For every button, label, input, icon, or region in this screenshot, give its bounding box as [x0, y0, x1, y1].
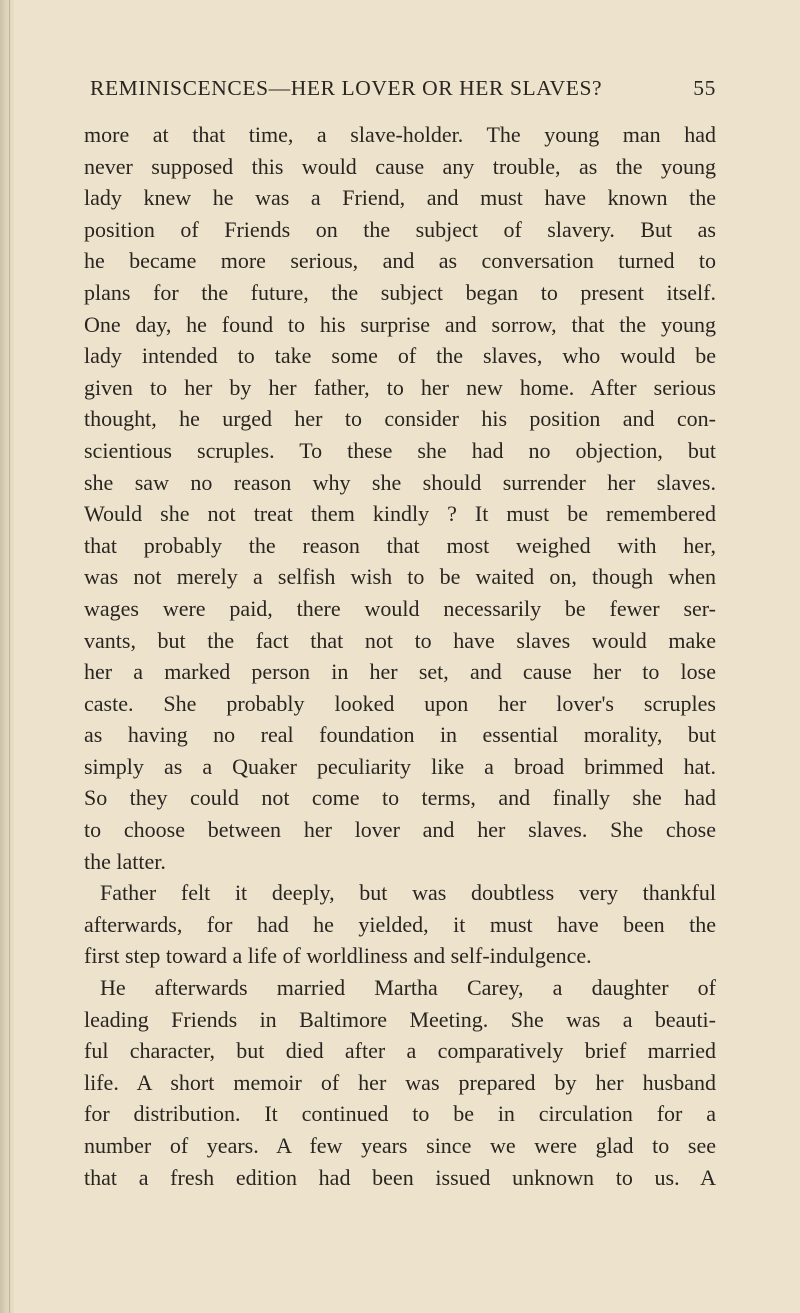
text-line: lady intended to take some of the slaves, who would be — [84, 343, 716, 369]
running-head — [86, 76, 716, 110]
paragraph-3 — [84, 972, 716, 1193]
text-line: ful character, but died after a comparatively brief married — [84, 1038, 716, 1064]
text-line: lady knew he was a Friend, and must have known the — [84, 185, 716, 211]
text-line: he became more serious, and as conversation turned to — [84, 248, 716, 274]
text-line: was not merely a selfish wish to be waited on, though when — [84, 564, 716, 590]
text-line: So they could not come to terms, and finally she had — [84, 785, 716, 811]
text-line: that a fresh edition had been issued unknown to us. A — [84, 1164, 716, 1190]
page-number: 55 — [693, 76, 716, 100]
page-gutter — [0, 0, 14, 1313]
text-line: her a marked person in her set, and cause her to lose — [84, 659, 716, 685]
text-line: simply as a Quaker peculiarity like a broad brimmed hat. — [84, 753, 716, 779]
text-line: One day, he found to his surprise and sorrow, that the young — [84, 311, 716, 337]
text-line: position of Friends on the subject of slavery. But as — [84, 216, 716, 242]
paragraph-1 — [84, 119, 716, 877]
text-line: scientious scruples. To these she had no objection, but — [84, 437, 716, 463]
text-line: given to her by her father, to her new home. After serious — [84, 374, 716, 400]
text-line: the latter. — [84, 848, 166, 874]
text-line: life. A short memoir of her was prepared by her husband — [84, 1069, 716, 1095]
text-line: vants, but the fact that not to have slaves would make — [84, 627, 716, 653]
text-line: she saw no reason why she should surrender her slaves. — [84, 469, 716, 495]
binding-edge — [9, 0, 10, 1313]
text-line: to choose between her lover and her slaves. She chose — [84, 817, 716, 843]
text-line: that probably the reason that most weighed with her, — [84, 532, 716, 558]
text-line: thought, he urged her to consider his position and con- — [84, 406, 716, 432]
text-line: afterwards, for had he yielded, it must have been the — [84, 911, 716, 937]
text-line: leading Friends in Baltimore Meeting. She was a beauti- — [84, 1006, 716, 1032]
text-line: Would she not treat them kindly ? It must be remembered — [84, 501, 716, 527]
text-line: as having no real foundation in essential morality, but — [84, 722, 716, 748]
text-line: He afterwards married Martha Carey, a daughter of — [100, 975, 716, 1001]
text-line: plans for the future, the subject began to present itself. — [84, 279, 716, 305]
text-line: first step toward a life of worldliness and self-indulgence. — [84, 943, 592, 969]
text-line: for distribution. It continued to be in circulation for a — [84, 1101, 716, 1127]
running-title: REMINISCENCES—HER LOVER OR HER SLAVES? — [90, 76, 603, 100]
text-line: wages were paid, there would necessarily be fewer ser- — [84, 595, 716, 621]
text-line: Father felt it deeply, but was doubtless very thankful — [100, 880, 716, 906]
text-line: caste. She probably looked upon her lover's scruples — [84, 690, 716, 716]
text-line: never supposed this would cause any trouble, as the young — [84, 153, 716, 179]
text-line: more at that time, a slave-holder. The young man had — [84, 122, 716, 147]
text-line: number of years. A few years since we were glad to see — [84, 1133, 716, 1158]
paragraph-2 — [84, 877, 716, 972]
page-body — [84, 119, 716, 1193]
